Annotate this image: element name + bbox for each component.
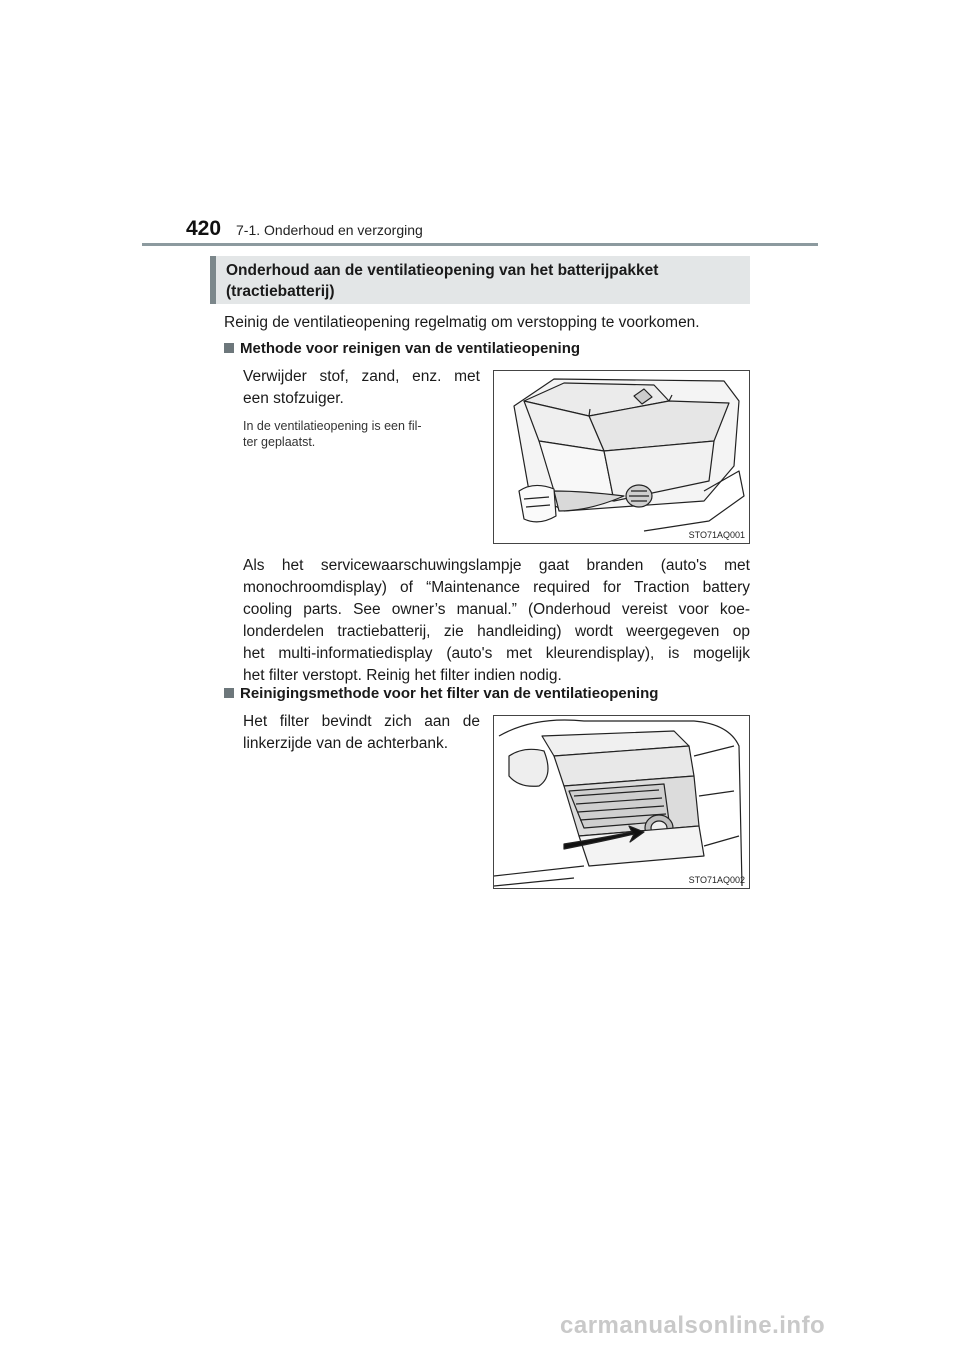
- filter-location-illustration: [494, 716, 749, 888]
- method1-para-line1: Verwijder stof, zand, enz. met: [243, 368, 480, 385]
- section-title-line1: Onderhoud aan de ventilatieopening van het batterijpakket: [226, 262, 659, 279]
- page-number: 420: [186, 217, 222, 240]
- section-path: 7-1. Onderhoud en verzorging: [236, 222, 423, 238]
- method1-note-line1: In de ventilatieopening is een fil-: [243, 419, 422, 433]
- warning-line: monochroomdisplay) of “Maintenance required for Traction battery: [243, 579, 750, 596]
- method1-note-line2: ter geplaatst.: [243, 435, 316, 449]
- warning-line: Als het servicewaarschuwingslampje gaat branden (auto's met: [243, 557, 750, 574]
- figure1-code: STO71AQ001: [688, 530, 745, 540]
- section-title-line2: (tractiebatterij): [226, 283, 335, 300]
- figure-filter-location: [493, 715, 750, 889]
- warning-line: het filter verstopt. Reinig het filter indien nodig.: [243, 667, 562, 684]
- header-rule: [142, 243, 818, 246]
- bullet-square-icon: [224, 343, 234, 353]
- method2-heading-text: Reinigingsmethode voor het filter van de ventilatieopening: [240, 685, 659, 702]
- method1-para-line2: een stofzuiger.: [243, 390, 344, 407]
- figure2-code: STO71AQ002: [688, 875, 745, 885]
- method2-heading: [224, 685, 658, 702]
- method1-heading: [224, 340, 580, 357]
- method1-heading-text: Methode voor reinigen van de ventilatieopening: [240, 340, 581, 357]
- intro-text: Reinig de ventilatieopening regelmatig om verstopping te voorkomen.: [224, 314, 700, 331]
- warning-line: cooling parts. See owner’s manual.” (Onderhoud vereist voor koe-: [243, 601, 750, 618]
- warning-line: londerdelen tractiebatterij, zie handleiding) wordt weergegeven op: [243, 623, 750, 640]
- method2-para-line1: Het filter bevindt zich aan de: [243, 713, 480, 730]
- section-title-box: [210, 256, 750, 304]
- warning-line: het multi-informatiedisplay (auto's met kleurendisplay), is mogelijk: [243, 645, 750, 662]
- bullet-square-icon: [224, 688, 234, 698]
- figure-vacuum-vent: [493, 370, 750, 544]
- vacuum-vent-illustration: [494, 371, 749, 543]
- watermark: carmanualsonline.info: [560, 1312, 826, 1339]
- method2-para-line2: linkerzijde van de achterbank.: [243, 735, 449, 752]
